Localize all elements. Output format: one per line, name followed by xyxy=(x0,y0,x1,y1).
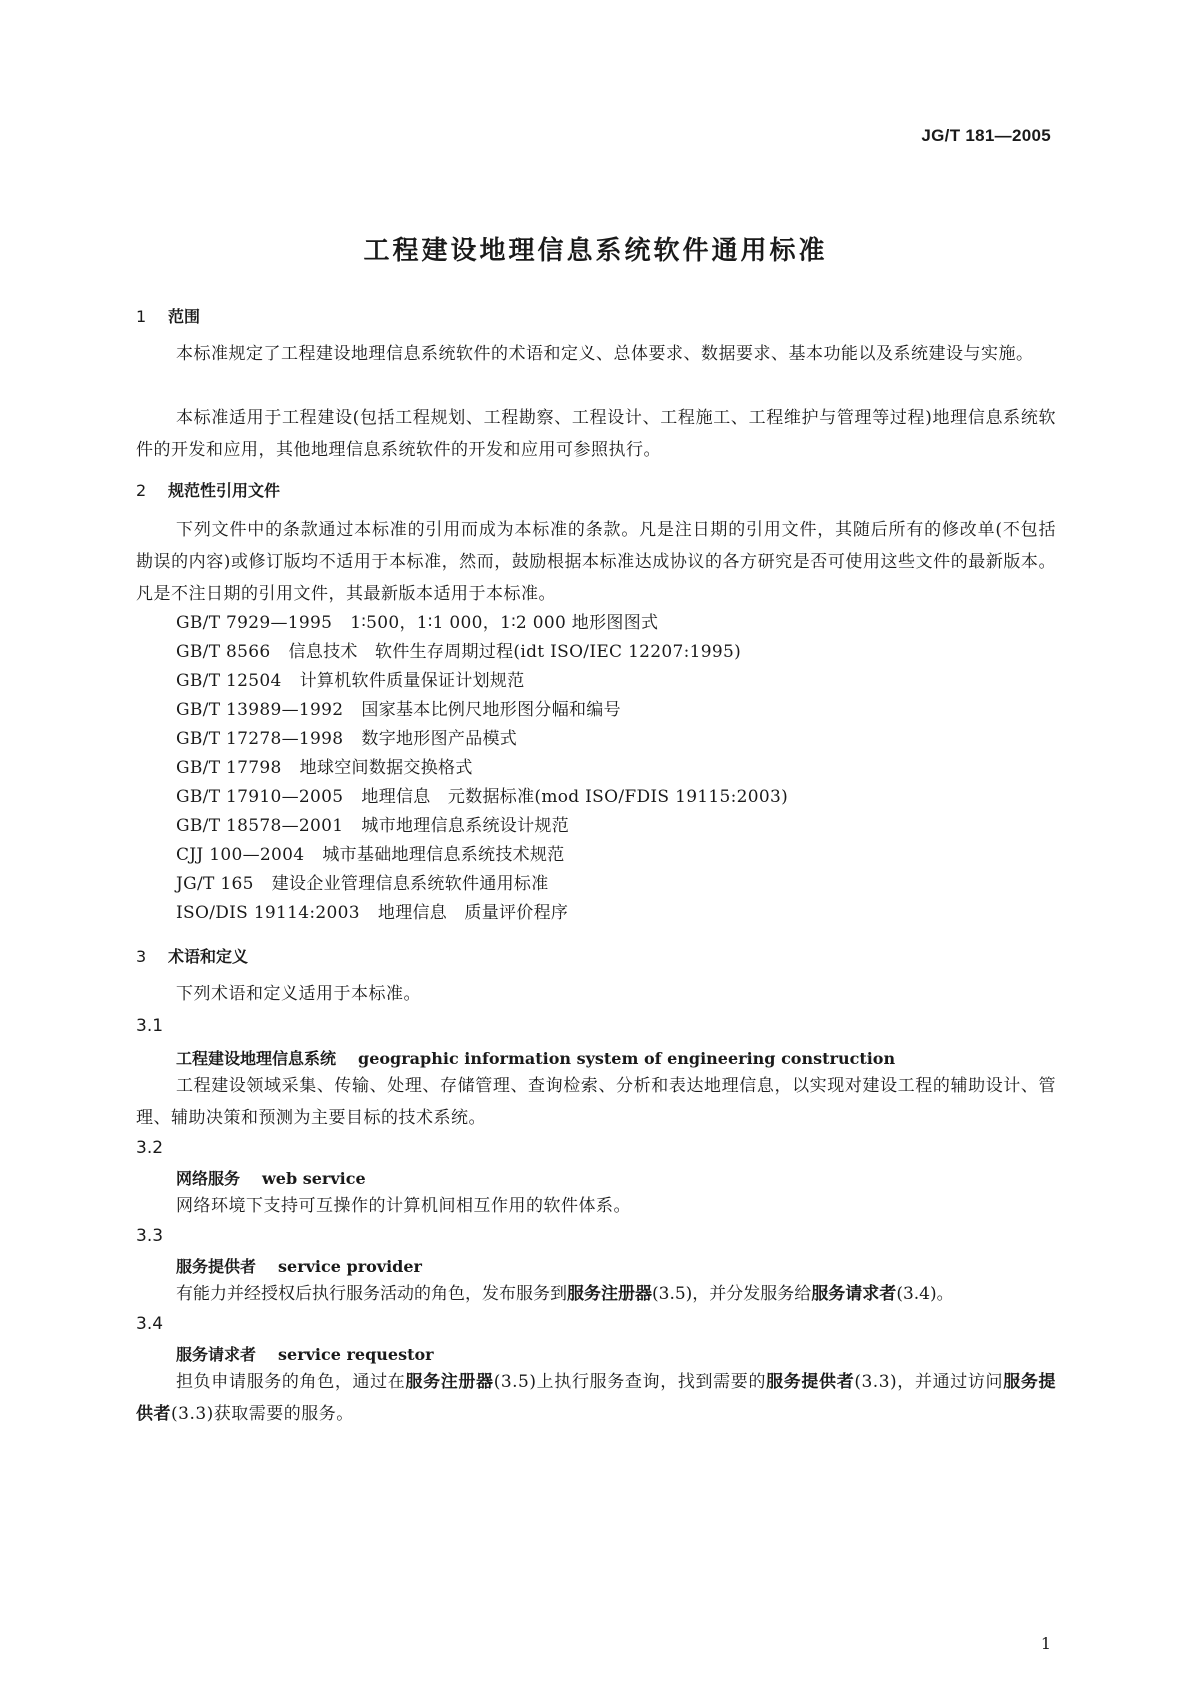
section-number: 3 xyxy=(136,947,147,966)
term-zh: 网络服务 xyxy=(176,1169,241,1188)
term-reference: 服务提供者 xyxy=(766,1372,855,1392)
term-definition: 网络环境下支持可互操作的计算机间相互作用的软件体系。 xyxy=(176,1196,631,1216)
reference-item xyxy=(176,811,569,836)
reference-code: GB/T 17910—2005 xyxy=(176,787,344,807)
document-title: 工程建设地理信息系统软件通用标准 xyxy=(363,236,828,266)
scope-paragraph-2: 本标准适用于工程建设(包括工程规划、工程勘察、工程设计、工程施工、工程维护与管理等过程)地理信息系统软件的开发和应用，其他地理信息系统软件的开发和应用可参照执行。 xyxy=(136,408,1056,460)
term-heading xyxy=(176,1342,434,1365)
term-en: web service xyxy=(262,1169,366,1188)
reference-item xyxy=(176,753,473,778)
definition-text: (3.5)，并分发服务给 xyxy=(652,1284,812,1304)
definition-text: 有能力并经授权后执行服务活动的角色，发布服务到 xyxy=(176,1284,567,1304)
reference-code: GB/T 7929—1995 xyxy=(176,613,333,633)
reference-code: GB/T 17278—1998 xyxy=(176,729,344,749)
term-heading xyxy=(176,1046,895,1069)
section-heading-terms xyxy=(136,944,248,967)
reference-item xyxy=(176,724,517,749)
term-en: service provider xyxy=(278,1257,422,1276)
page-number: 1 xyxy=(1040,1634,1051,1653)
term-number: 3.4 xyxy=(136,1314,164,1334)
reference-code: CJJ 100—2004 xyxy=(176,845,305,865)
term-reference: 服务注册器 xyxy=(405,1372,494,1392)
reference-code: GB/T 17798 xyxy=(176,758,282,778)
terms-intro: 下列术语和定义适用于本标准。 xyxy=(176,984,421,1004)
definition-text: (3.3)获取需要的服务。 xyxy=(171,1404,354,1424)
term-definition: 工程建设领域采集、传输、处理、存储管理、查询检索、分析和表达地理信息，以实现对建设工程的辅助设计、管理、辅助决策和预测为主要目标的技术系统。 xyxy=(136,1076,1056,1128)
reference-item xyxy=(176,608,658,633)
section-title: 术语和定义 xyxy=(168,947,249,966)
reference-code: JG/T 165 xyxy=(176,874,254,894)
reference-title: 地理信息 质量评价程序 xyxy=(377,903,569,923)
term-reference: 服务提供者 xyxy=(136,1372,1057,1424)
reference-item xyxy=(176,898,568,923)
term-en: service requestor xyxy=(278,1345,434,1364)
reference-title: 信息技术 软件生存周期过程(idt ISO/IEC 12207:1995) xyxy=(288,642,742,662)
term-en: geographic information system of engineering construction xyxy=(358,1049,896,1068)
reference-title: 城市地理信息系统设计规范 xyxy=(361,816,569,836)
section-title: 规范性引用文件 xyxy=(168,481,281,500)
reference-code: ISO/DIS 19114:2003 xyxy=(176,903,360,923)
definition-text: 担负申请服务的角色，通过在 xyxy=(176,1372,406,1392)
reference-title: 数字地形图产品模式 xyxy=(361,729,518,749)
definition-text: (3.3)，并通过访问 xyxy=(854,1372,1004,1392)
section-number: 1 xyxy=(136,307,147,326)
section-number: 2 xyxy=(136,481,147,500)
reference-code: GB/T 13989—1992 xyxy=(176,700,344,720)
reference-item xyxy=(176,869,549,894)
reference-title: 建设企业管理信息系统软件通用标准 xyxy=(271,874,549,894)
term-zh: 服务请求者 xyxy=(176,1345,257,1364)
term-zh: 工程建设地理信息系统 xyxy=(176,1049,337,1068)
reference-code: GB/T 8566 xyxy=(176,642,271,662)
term-number: 3.3 xyxy=(136,1226,164,1246)
reference-item xyxy=(176,666,525,691)
reference-title: 计算机软件质量保证计划规范 xyxy=(299,671,525,691)
term-heading xyxy=(176,1254,422,1277)
definition-text: (3.4)。 xyxy=(896,1284,954,1304)
term-reference: 服务注册器 xyxy=(567,1284,652,1304)
reference-item xyxy=(176,695,621,720)
reference-code: GB/T 12504 xyxy=(176,671,282,691)
references-intro: 下列文件中的条款通过本标准的引用而成为本标准的条款。凡是注日期的引用文件，其随后所有的修改单(不包括勘误的内容)或修订版均不适用于本标准，然而，鼓励根据本标准达成协议的各方研究是否可使用这些文件的最新版本。凡是不注日期的引用文件，其最新版本适用于本标准。 xyxy=(136,520,1056,604)
reference-item xyxy=(176,782,788,807)
definition-text: (3.5)上执行服务查询，找到需要的 xyxy=(493,1372,767,1392)
section-heading-references xyxy=(136,478,280,501)
reference-title: 1∶500，1∶1 000，1∶2 000 地形图图式 xyxy=(350,613,659,633)
document-code: JG/T 181—2005 xyxy=(921,126,1051,145)
term-reference: 服务请求者 xyxy=(811,1284,897,1304)
reference-title: 地理信息 元数据标准(mod ISO/FDIS 19115:2003) xyxy=(361,787,789,807)
section-heading-scope xyxy=(136,304,200,327)
term-number: 3.1 xyxy=(136,1016,164,1036)
reference-item xyxy=(176,637,741,662)
scope-paragraph-1: 本标准规定了工程建设地理信息系统软件的术语和定义、总体要求、数据要求、基本功能以及系统建设与实施。 xyxy=(176,344,1034,364)
term-heading xyxy=(176,1166,366,1189)
section-title: 范围 xyxy=(168,307,201,326)
term-definition xyxy=(136,1366,1056,1430)
reference-title: 国家基本比例尺地形图分幅和编号 xyxy=(361,700,621,720)
reference-title: 城市基础地理信息系统技术规范 xyxy=(322,845,565,865)
term-zh: 服务提供者 xyxy=(176,1257,257,1276)
reference-code: GB/T 18578—2001 xyxy=(176,816,344,836)
term-number: 3.2 xyxy=(136,1138,164,1158)
reference-title: 地球空间数据交换格式 xyxy=(299,758,473,778)
term-definition xyxy=(136,1278,1056,1310)
reference-item xyxy=(176,840,565,865)
